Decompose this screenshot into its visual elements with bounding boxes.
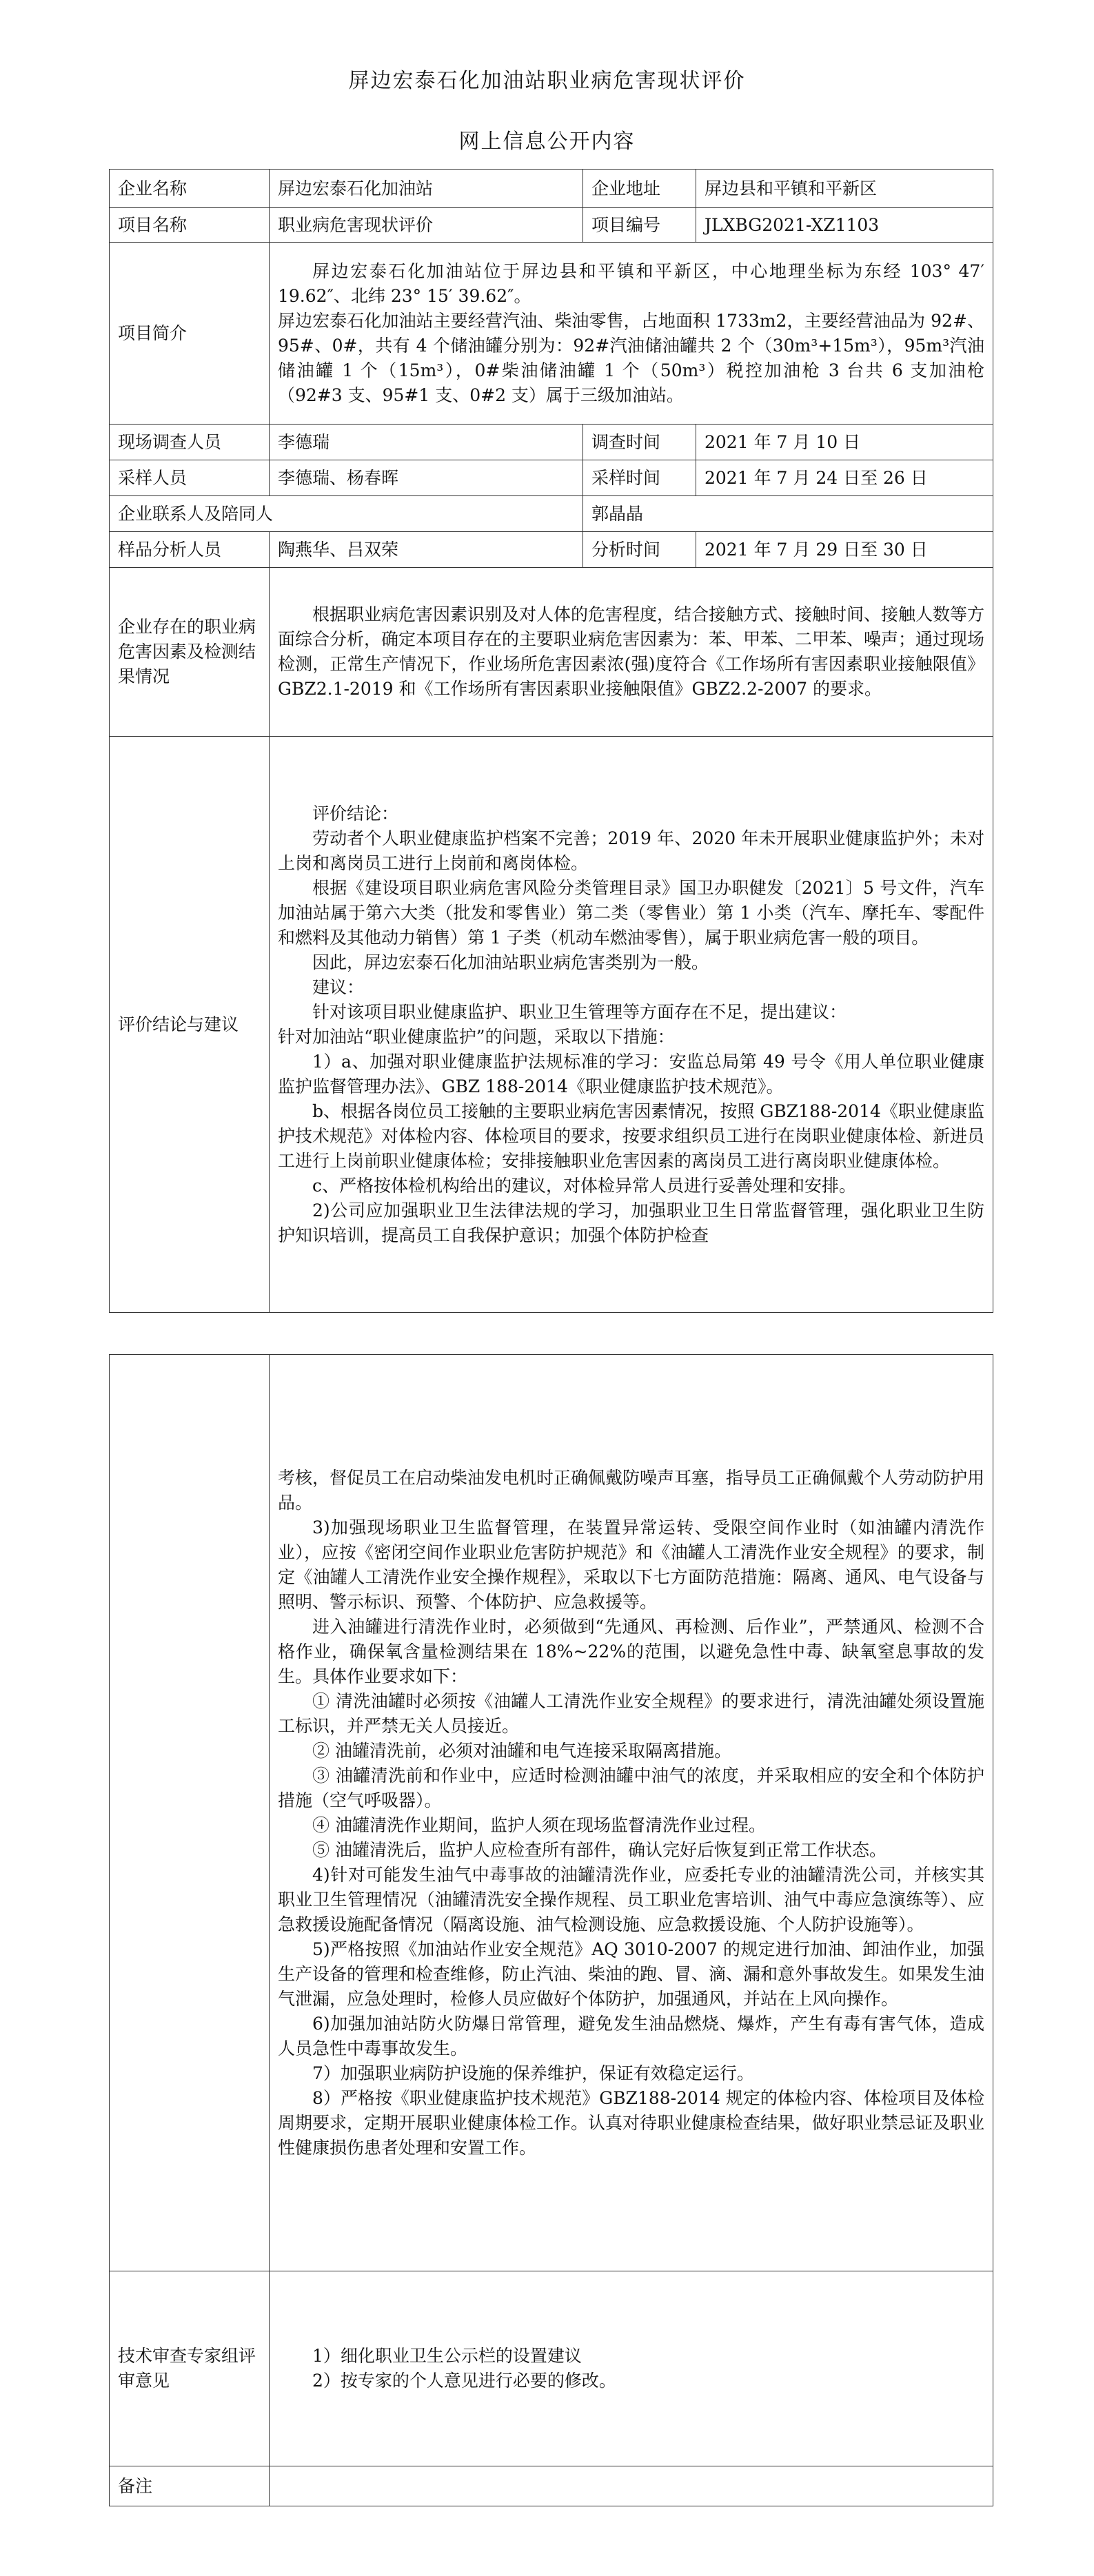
row-company [110,170,993,208]
sampling-time-label: 采样时间 [583,460,696,496]
analysis-person-label: 样品分析人员 [110,532,270,568]
continued-line: ① 清洗油罐时必须按《油罐人工清洗作业安全规程》的要求进行，清洗油罐处须设置施工标识，并严禁无关人员接近。 [278,1690,984,1736]
conclusion-line: b、根据各岗位员工接触的主要职业病危害因素情况，按照 GBZ188-2014《职业健康监护技术规范》对体检内容、体检项目的要求，按要求组织员工进行在岗职业健康体检、新进员工进行上岗前职业健康体检；安排接触职业危害因素的离岗员工进行离岗职业健康体检。 [278,1101,985,1171]
intro-cell [270,243,993,425]
hazard-text: 根据职业病危害因素识别及对人体的危害程度，结合接触方式、接触时间、接触人数等方面综合分析，确定本项目存在的主要职业病危害因素为：苯、甲苯、二甲苯、噪声；通过现场检测，正常生产情况下，作业场所危害因素浓(强)度符合《工作场所有害因素职业接触限值》GBZ2.1-2019 和《工作场所有害因素职业接触限值》GBZ2.2-2007 的要求。 [278,604,985,699]
continued-line: 5)严格按照《加油站作业安全规范》AQ 3010-2007 的规定进行加油、卸油作业，加强生产设备的管理和检查维修，防止汽油、柴油的跑、冒、滴、漏和意外事故发生。如果发生油气泄漏，应急处理时，检修人员应做好个体防护，加强通风，并站在上风向操作。 [278,1939,985,2009]
continued-line: 进入油罐进行清洗作业时，必须做到“先通风、再检测、后作业”，严禁通风、检测不合格作业，确保氧含量检测结果在 18%~22%的范围，以避免急性中毒、缺氧窒息事故的发生。具体作业要求如下： [278,1616,984,1686]
conclusion-line: 针对加油站“职业健康监护”的问题，采取以下措施： [278,1026,675,1047]
review-line: 2）按专家的个人意见进行必要的修改。 [312,2371,616,2391]
continued-line: ② 油罐清洗前，必须对油罐和电气连接采取隔离措施。 [312,1740,731,1761]
info-table-2 [109,1354,993,2506]
continued-line: 6)加强加油站防火防爆日常管理，避免发生油品燃烧、爆炸，产生有毒有害气体，造成人员急性中毒事故发生。 [278,2013,984,2058]
row-survey [110,425,993,460]
row-remark [110,2466,993,2506]
row-hazard [110,568,993,737]
continued-line: ⑤ 油罐清洗后，监护人应检查所有部件，确认完好后恢复到正常工作状态。 [312,1839,887,1860]
continued-line: 7）加强职业病防护设施的保养维护，保证有效稳定运行。 [312,2063,754,2083]
continued-line: 4)针对可能发生油气中毒事故的油罐清洗作业，应委托专业的油罐清洗公司，并核实其职业卫生管理情况（油罐清洗安全操作规程、员工职业危害培训、油气中毒应急演练等）、应急救援设施配备情况（隔离设施、油气检测设施、应急救援设施、个人防护设施等）。 [278,1864,984,1934]
continued-label-cell [110,1355,270,2271]
review-label: 技术审查专家组评审意见 [110,2271,270,2466]
sampling-time-value: 2021 年 7 月 24 日至 26 日 [696,460,993,496]
row-analysis [110,532,993,568]
row-review [110,2271,993,2466]
continued-line: ③ 油罐清洗前和作业中，应适时检测油罐中油气的浓度，并采取相应的安全和个体防护措施（空气呼吸器）。 [278,1765,984,1810]
review-line: 1）细化职业卫生公示栏的设置建议 [312,2346,582,2366]
continued-line: 考核，督促员工在启动柴油发电机时正确佩戴防噪声耳塞，指导员工正确佩戴个人劳动防护用品。 [278,1467,985,1513]
conclusion-cell [270,737,993,1313]
conclusion-line: 劳动者个人职业健康监护档案不完善；2019 年、2020 年未开展职业健康监护外；未对上岗和离岗员工进行上岗前和离岗体检。 [278,828,984,873]
remark-label: 备注 [110,2466,270,2506]
conclusion-line: c、严格按体检机构给出的建议，对体检异常人员进行妥善处理和安排。 [312,1175,857,1196]
analysis-time-label: 分析时间 [583,532,696,568]
company-name-value: 屏边宏泰石化加油站 [270,170,583,208]
page-subtitle: 网上信息公开内容 [458,130,636,154]
conclusion-line: 评价结论： [312,803,399,824]
row-project [110,208,993,243]
conclusion-line: 针对该项目职业健康监护、职业卫生管理等方面存在不足，提出建议： [312,1001,847,1022]
contact-value: 郭晶晶 [583,496,993,532]
row-conclusion-continued [110,1355,993,2271]
review-cell [270,2271,993,2466]
survey-person-label: 现场调查人员 [110,425,270,460]
project-no-label: 项目编号 [583,208,696,243]
sampling-person-label: 采样人员 [110,460,270,496]
project-name-value: 职业病危害现状评价 [270,208,583,243]
row-intro [110,243,993,425]
continued-cell [270,1355,993,2271]
project-name-label: 项目名称 [110,208,270,243]
company-address-value: 屏边县和平镇和平新区 [696,170,993,208]
sampling-person-value: 李德瑞、杨春晖 [270,460,583,496]
survey-time-value: 2021 年 7 月 10 日 [696,425,993,460]
contact-label: 企业联系人及陪同人 [110,496,583,532]
intro-paragraph-1: 屏边宏泰石化加油站位于屏边县和平镇和平新区，中心地理坐标为东经 103° 47′ 19.62″、北纬 23° 15′ 39.62″。 [278,260,984,306]
conclusion-line: 2)公司应加强职业卫生法律法规的学习，加强职业卫生日常监督管理，强化职业卫生防护知识培训，提高员工自我保护意识；加强个体防护检查 [278,1200,984,1245]
remark-value [270,2466,993,2506]
row-contact [110,496,993,532]
conclusion-line: 1）a、加强对职业健康监护法规标准的学习：安监总局第 49 号令《用人单位职业健康监护监督管理办法》、GBZ 188-2014《职业健康监护技术规范》。 [278,1051,984,1096]
company-address-label: 企业地址 [583,170,696,208]
company-name-label: 企业名称 [110,170,270,208]
survey-person-value: 李德瑞 [270,425,583,460]
intro-paragraph-2: 屏边宏泰石化加油站主要经营汽油、柴油零售，占地面积 1733m2，主要经营油品为 92#、95#、0#，共有 4 个储油罐分别为：92#汽油储油罐共 2 个（30m³+15m³），95m³汽油储油罐 1 个（15m³），0#柴油储油罐 1 个（50m³）税控加油枪 3 台共 6 支加油枪（92#3 支、95#1 支、0#2 支）属于三级加油站。 [278,310,984,405]
conclusion-label: 评价结论与建议 [110,737,270,1313]
row-conclusion [110,737,993,1313]
conclusion-line: 建议： [312,977,365,997]
continued-line: ④ 油罐清洗作业期间，监护人须在现场监督清洗作业过程。 [312,1815,766,1835]
project-no-value: JLXBG2021-XZ1103 [696,208,993,243]
conclusion-line: 根据《建设项目职业病危害风险分类管理目录》国卫办职健发〔2021〕5 号文件，汽车加油站属于第六大类（批发和零售业）第二类（零售业）第 1 小类（汽车、摩托车、零配件和燃料及其他动力销售）第 1 子类（机动车燃油零售），属于职业病危害一般的项目。 [278,877,984,948]
continued-line: 3)加强现场职业卫生监督管理，在装置异常运转、受限空间作业时（如油罐内清洗作业），应按《密闭空间作业职业危害防护规范》和《油罐人工清洗作业安全规程》的要求，制定《油罐人工清洗作业安全操作规程》，采取以下七方面防范措施：隔离、通风、电气设备与照明、警示标识、预警、个体防护、应急救援等。 [278,1517,984,1612]
info-table-1 [109,169,993,1313]
analysis-person-value: 陶燕华、吕双荣 [270,532,583,568]
row-sampling [110,460,993,496]
intro-label: 项目简介 [110,243,270,425]
continued-line: 8）严格按《职业健康监护技术规范》GBZ188-2014 规定的体检内容、体检项目及体检周期要求，定期开展职业健康体检工作。认真对待职业健康检查结果，做好职业禁忌证及职业性健康损伤患者处理和安置工作。 [278,2087,985,2158]
hazard-cell [270,568,993,737]
survey-time-label: 调查时间 [583,425,696,460]
hazard-label: 企业存在的职业病危害因素及检测结果情况 [110,568,270,737]
conclusion-line: 因此，屏边宏泰石化加油站职业病危害类别为一般。 [312,952,709,972]
analysis-time-value: 2021 年 7 月 29 日至 30 日 [696,532,993,568]
page-title: 屏边宏泰石化加油站职业病危害现状评价 [348,69,746,93]
